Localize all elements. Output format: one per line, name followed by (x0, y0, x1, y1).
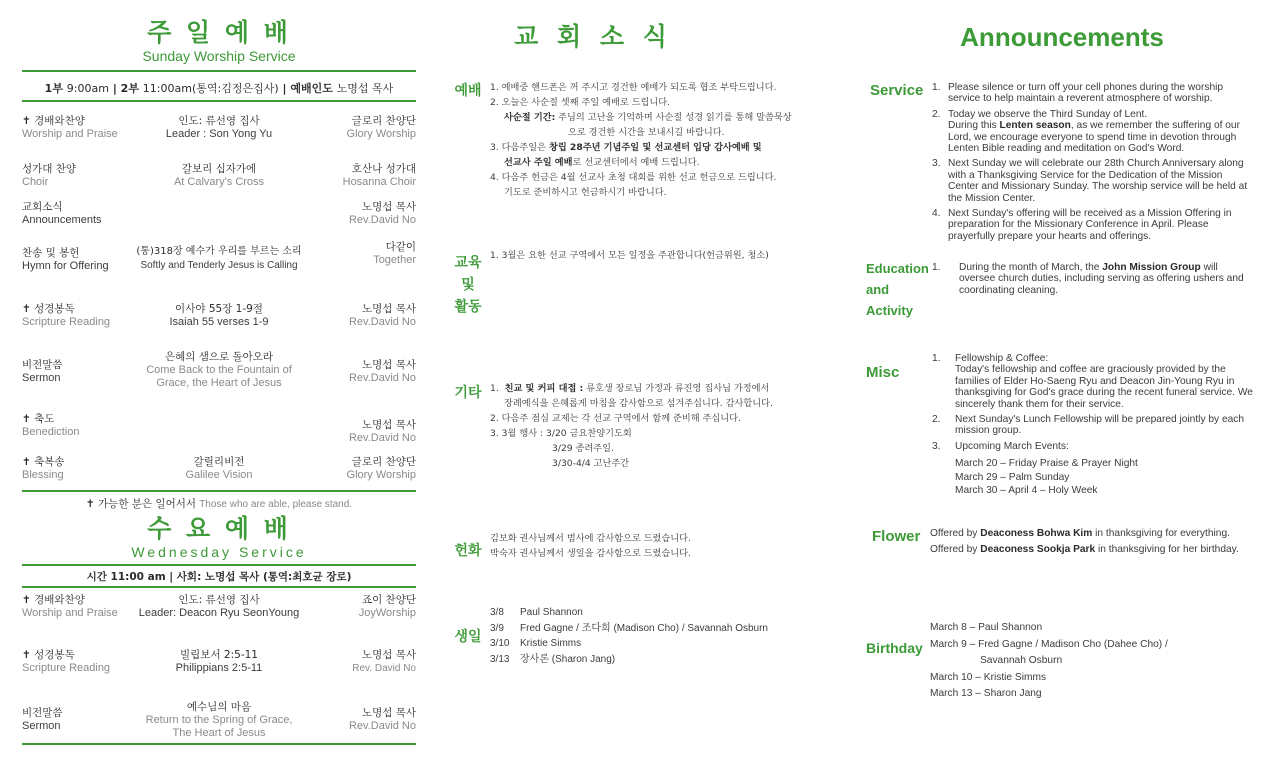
order-item-en: Sermon (22, 720, 61, 732)
order-row-hymn (22, 240, 416, 276)
worship-order-column (22, 0, 416, 777)
order-item-en: Benediction (22, 426, 80, 438)
order-row-blessing (22, 455, 416, 491)
order-detail-en: Grace, the Heart of Jesus (156, 377, 282, 389)
news-worship-item: 4. 다음주 헌금은 4월 선교사 초청 대회를 위한 선교 헌금으로 드립니다. (490, 172, 777, 183)
order-item-ko: 비전말씀 (22, 359, 63, 371)
order-item-en: Scripture Reading (22, 316, 111, 328)
order-item-en: Sermon (22, 372, 61, 384)
birthday-row (490, 621, 850, 637)
divider (22, 100, 416, 102)
order-leader-ko: 노명섭 목사 (361, 303, 416, 315)
service-item: Please silence or turn off your cell phones during the worship service to help maintain a reverent atmosphere of worship. (948, 82, 1224, 105)
order-row-announcements (22, 200, 416, 236)
birthday-date: 3/10 (490, 638, 510, 649)
order-detail-ko: 인도: 류선영 집사 (178, 594, 260, 606)
birthday-item: Savannah Osburn (980, 655, 1063, 666)
news-label-education (452, 252, 484, 318)
order-item-en: Worship and Praise (22, 128, 118, 140)
order-leader-ko: 노명섭 목사 (361, 707, 416, 719)
birthday-date: 3/9 (490, 622, 504, 634)
wednesday-title: 수 요 예 배 (147, 514, 291, 543)
order-detail-ko: 갈릴리비전 (193, 456, 245, 468)
announcements-column (862, 0, 1262, 777)
label-misc: Misc (866, 364, 900, 381)
misc-item: Next Sunday's Lunch Fellowship will be prepared jointly by each mission group. (955, 414, 1245, 437)
order-item-en: Choir (22, 176, 49, 188)
order-detail-en: Isaiah 55 verses 1-9 (169, 316, 269, 328)
order-leader-en: Glory Worship (346, 128, 416, 140)
order-item-ko: ✝ 경배와찬양 (22, 115, 85, 127)
wed-order-row-sermon (22, 700, 416, 742)
birthday-item: March 10 – Kristie Simms (930, 671, 1047, 683)
order-item-ko: 비전말씀 (22, 707, 63, 719)
order-detail-ko: 은혜의 샘으로 돌아오라 (164, 351, 274, 363)
flower-text: Offered by (930, 528, 981, 539)
order-leader-ko: 다같이 (385, 241, 416, 253)
order-leader-en: Together (373, 254, 416, 266)
missionary-sunday-text: 선교사 주일 예배 (504, 157, 573, 168)
order-leader-ko: 노명섭 목사 (361, 419, 416, 431)
time-label-2: | 2부 (112, 82, 139, 95)
label-line: Education (866, 261, 929, 276)
order-item-ko: ✝ 축복송 (22, 456, 65, 468)
flower-donor: Deaconess Bohwa Kim (980, 528, 1093, 539)
birthday-row (490, 605, 850, 621)
wed-order-row-worship (22, 593, 416, 629)
order-item-en: Hymn for Offering (22, 260, 109, 272)
order-item-ko: 교회소식 (22, 201, 63, 213)
birthday-date: 3/13 (490, 653, 510, 665)
service-item-text: , as we remember the suffering of our Lord, we encourage everyone to spend time in devotion through Lenten Bible reading and meditation on God's Word. (948, 120, 1240, 155)
order-leader-ko: 노명섭 목사 (361, 649, 416, 661)
misc-item: Today's fellowship and coffee are graciously provided by the families of Elder Ho-Saeng Ryu and Deacon Jin-Young Ryu in thanksgiving for God's grace during the recent funeral service. We sincerely thank them for their service. (955, 364, 1253, 410)
order-leader-en: Rev.David No (348, 316, 416, 328)
sunday-subtitle: Sunday Worship Service (142, 48, 296, 64)
order-leader-en: Rev.David No (348, 372, 416, 384)
stand-note (22, 497, 416, 511)
fellowship-text-2: 장례예식을 은혜롭게 마침을 감사함으로 섬겨주십니다. 감사합니다. (504, 398, 773, 409)
order-item-ko: 찬송 및 봉헌 (22, 247, 80, 259)
flower-text: in thanksgiving for her birthday. (1095, 544, 1239, 555)
wednesday-header (22, 514, 416, 560)
education-item: 1. During the month of March, the John Mission Group will oversee church duties, including serving as offering ushers and coordinating cleaning. (932, 262, 1244, 296)
order-leader-ko: 죠이 찬양단 (361, 594, 416, 606)
news-worship-list (490, 80, 850, 200)
news-worship-item: 3. 다음주일은 (490, 142, 549, 153)
order-leader-en: Hosanna Choir (342, 176, 416, 188)
order-item-ko: ✝ 성경봉독 (22, 303, 75, 315)
lenten-season-text: Lenten season (999, 120, 1071, 132)
order-detail-en: Galilee Vision (185, 469, 253, 481)
john-mission-group-text: John Mission Group (1102, 262, 1201, 273)
order-detail-ko: (통)318장 예수가 우리를 부르는 소리 (136, 246, 302, 257)
education-text: During the month of March, the (959, 262, 1103, 273)
news-worship-item: 로 선교센터에서 예배 드립니다. (572, 157, 700, 168)
divider (22, 70, 416, 72)
lent-text: 주님의 고난을 기억하며 사순절 성경 읽기를 통해 말씀묵상 (555, 112, 792, 123)
order-detail-en: Philippians 2:5-11 (175, 662, 263, 674)
divider (22, 564, 416, 566)
misc-item: Upcoming March Events: (955, 440, 1069, 452)
order-detail-en: Leader : Son Yong Yu (165, 128, 273, 140)
order-row-choir (22, 162, 416, 198)
order-item-ko: ✝ 축도 (22, 413, 55, 425)
flower-list (930, 526, 1260, 558)
news-etc-item: 2. 다음주 점심 교제는 각 선교 구역에서 함께 준비해 주십니다. (490, 413, 741, 424)
flower-item: 박숙자 권사님께서 생일을 감사함으로 드렸습니다. (490, 548, 691, 559)
news-title: 교 회 소 식 (514, 22, 672, 51)
news-label-birthday: 생일 (454, 629, 482, 645)
service-list: 1. Please silence or turn off your cell phones during the worship service to help maintain a reverent atmosphere of worship. 2. Today we observe the Third Sunday of Lent. During this Lenten season, as we remember the suffering of our Lord, we encourage everyone to spend time in devotion through Lenten Bible reading and meditation on God's Word. 3. Next Sunday we will celebrate our 28th Church Anniversary along with a Thanksgiving Service for the Dedication of the Mission Center and Missionary Sunday. The worship service will be held at the Mission Center. 4. Next Sunday's offering will be received as a Mission Offering in preparation for the Missionary Conference in April. Please prayerfully prepare your hearts and offerings. (932, 82, 1254, 242)
news-flower-list (490, 531, 850, 561)
news-worship-item: 기도로 준비하시고 헌금하시기 바랍니다. (504, 187, 667, 198)
order-detail-en: At Calvary's Cross (173, 176, 265, 188)
order-leader-en: Glory Worship (346, 469, 416, 481)
order-leader-ko: 글로리 찬양단 (351, 456, 416, 468)
stand-note-ko: ✝ 가능한 분은 일어서서 (85, 498, 197, 510)
label-line: Activity (866, 303, 913, 318)
birthday-name: Fred Gagne / 조다희 (Madison Cho) / Savannah Osburn (520, 622, 768, 634)
label-line: 교육 (454, 255, 482, 271)
service-item: Next Sunday we will celebrate our 28th Church Anniversary along with a Thanksgiving Service for the Dedication of the Mission Center and Missionary Sunday. The worship service will be held at the Mission Center. (948, 158, 1248, 204)
label-line: 및 (461, 277, 475, 293)
news-education-item: 1. 3월은 요한 선교 구역에서 모든 일정을 주관합니다(헌금위원, 청소) (490, 250, 769, 261)
order-leader-en: JoyWorship (358, 607, 416, 619)
flower-item: 김보화 권사님께서 범사에 감사함으로 드렸습니다. (490, 533, 691, 544)
order-item-ko: ✝ 경배와찬양 (22, 594, 85, 606)
misc-list: 1. Fellowship & Coffee: Today's fellowship and coffee are graciously provided by the families of Elder Ho-Saeng Ryu and Deacon Jin-Young Ryu in thanksgiving for God's grace during the recent funeral service. We sincerely thank them for their service. 2. Next Sunday's Lunch Fellowship will be prepared jointly by each mission group. 3. Upcoming March Events: March 20 – Friday Praise & Prayer Night March 29 – Palm Sunday March 30 – April 4 – Holy Week (932, 353, 1253, 497)
order-leader-ko: 노명섭 목사 (361, 359, 416, 371)
church-news-column (448, 0, 848, 777)
news-etc-item: 3/29 종려주일. (552, 443, 614, 454)
flower-text: in thanksgiving for everything. (1092, 528, 1230, 539)
event-item: March 20 – Friday Praise & Prayer Night (955, 458, 1138, 470)
service-item: Today we observe the Third Sunday of Lent. (948, 108, 1148, 120)
time-value-2: 11:00am(통역:김정은집사) (142, 82, 279, 95)
order-row-sermon (22, 350, 416, 398)
sunday-header (22, 18, 416, 64)
label-flower: Flower (872, 528, 921, 545)
divider (22, 490, 416, 492)
news-etc-item: 3. 3월 행사 : 3/20 금요찬양기도회 (490, 428, 632, 439)
order-leader-ko: 호산나 성가대 (351, 163, 416, 175)
order-detail-ko: 예수님의 마음 (186, 701, 252, 713)
order-detail-en: Return to the Spring of Grace, (145, 714, 293, 726)
order-row-scripture (22, 302, 416, 338)
order-detail-en: Come Back to the Fountain of (146, 364, 292, 376)
event-item: March 30 – April 4 – Holy Week (955, 485, 1098, 497)
time-value-3: 노명섭 목사 (336, 82, 394, 95)
order-item-ko: 성가대 찬양 (22, 163, 77, 175)
time-label-3: | 예배인도 (282, 82, 333, 95)
birthday-list (930, 620, 1260, 703)
birthday-date: 3/8 (490, 607, 504, 618)
order-item-en: Scripture Reading (22, 662, 111, 674)
label-birthday: Birthday (866, 640, 923, 656)
flower-text: Offered by (930, 544, 981, 555)
sunday-time-row (22, 80, 416, 96)
fellowship-text: 류호생 장로님 가정과 류진영 집사님 가정에서 (583, 383, 770, 394)
order-detail-ko: 갈보리 십자가에 (181, 163, 257, 175)
order-detail-ko: 인도: 류선영 집사 (178, 115, 260, 127)
sunday-title: 주 일 예 배 (147, 18, 291, 47)
birthday-item: March 9 – Fred Gagne / Madison Cho (Dahee Cho) / (930, 638, 1168, 650)
order-leader-ko: 노명섭 목사 (361, 201, 416, 213)
label-line: 활동 (454, 299, 482, 315)
anniversary-text: 창립 28주년 기념주일 및 선교센터 입당 감사예배 및 (548, 142, 762, 153)
birthday-item: March 13 – Sharon Jang (930, 688, 1042, 699)
birthday-name: Paul Shannon (520, 607, 583, 618)
order-row-worship (22, 114, 416, 150)
order-item-ko: ✝ 성경봉독 (22, 649, 75, 661)
divider (22, 586, 416, 588)
label-line: and (866, 282, 890, 297)
time-label-1: 1부 (44, 82, 63, 95)
order-item-en: Announcements (22, 214, 102, 226)
misc-item: Fellowship & Coffee: (955, 353, 1049, 364)
order-leader-ko: 글로리 찬양단 (351, 115, 416, 127)
wednesday-time-row: 시간 11:00 am | 사회: 노명섭 목사 (통역:최호균 장로) (86, 571, 352, 583)
order-row-benediction (22, 412, 416, 458)
news-label-flower: 헌화 (454, 543, 482, 559)
order-detail-ko: 빌립보서 2:5-11 (180, 649, 258, 661)
label-service: Service (870, 82, 924, 99)
news-label-etc: 기타 (454, 385, 482, 401)
order-detail-en: Leader: Deacon Ryu SeonYoung (138, 607, 300, 619)
birthday-row (490, 652, 850, 668)
news-worship-item: 2. 오늘은 사순절 셋째 주일 예배로 드립니다. (490, 97, 671, 108)
divider (22, 743, 416, 745)
education-text: will oversee church duties, including serving as offering ushers and coordinating cleaning. (959, 262, 1244, 296)
announcements-title: Announcements (960, 22, 1164, 52)
events-list (955, 457, 1254, 498)
label-education (866, 258, 929, 321)
order-item-en: Worship and Praise (22, 607, 118, 619)
service-item: Next Sunday's offering will be received as a Mission Offering in preparation for the Missionary Conference in April. Please prayerfully prepare your hearts and offerings. (948, 208, 1232, 242)
flower-donor: Deaconess Sookja Park (980, 544, 1096, 555)
event-item: March 29 – Palm Sunday (955, 471, 1070, 483)
birthday-name: 장사론 (Sharon Jang) (520, 653, 616, 665)
order-leader-en: Rev. David No (352, 663, 416, 674)
lent-text-2: 으로 경건한 시간을 보내시길 바랍니다. (568, 127, 725, 138)
birthday-item: March 8 – Paul Shannon (930, 622, 1043, 633)
wednesday-subtitle: Wednesday Service (131, 544, 307, 560)
birthday-row (490, 636, 850, 652)
fellowship-label: 친교 및 커피 대접 : (504, 383, 584, 394)
news-etc-list: 1. 친교 및 커피 대접 : 류호생 장로님 가정과 류진영 집사님 가정에서 장례예식을 은혜롭게 마침을 감사함으로 섬겨주십니다. 감사합니다. 2. 다음주 점심 교제는 각 선교 구역에서 함께 준비해 주십니다. 3. 3월 행사 : 3/20 금요찬양기도회 3/29 종려주일. 3/30-4/4 고난주간 (490, 381, 850, 471)
news-birthday-list (490, 605, 850, 667)
order-detail-en: The Heart of Jesus (172, 727, 266, 739)
news-etc-item: 3/30-4/4 고난주간 (552, 458, 630, 469)
birthday-name: Kristie Simms (520, 638, 582, 649)
order-leader-en: Rev.David No (348, 214, 416, 226)
lent-label: 사순절 기간: (504, 112, 556, 123)
order-item-en: Blessing (22, 469, 64, 481)
order-detail-en: Softly and Tenderly Jesus is Calling (140, 260, 298, 271)
stand-note-en: Those who are able, please stand. (199, 499, 353, 510)
order-leader-en: Rev.David No (348, 720, 416, 732)
order-detail-ko: 이사야 55장 1-9절 (175, 303, 263, 315)
service-item-text: During this (948, 120, 1000, 132)
time-value-1: 9:00am (66, 82, 109, 95)
order-leader-en: Rev.David No (348, 432, 416, 444)
wed-order-row-scripture (22, 648, 416, 684)
news-label-worship: 예배 (454, 83, 482, 99)
news-worship-item: 1. 예배중 핸드폰은 꺼 주시고 경건한 예배가 되도록 협조 부탁드립니다. (490, 82, 777, 93)
